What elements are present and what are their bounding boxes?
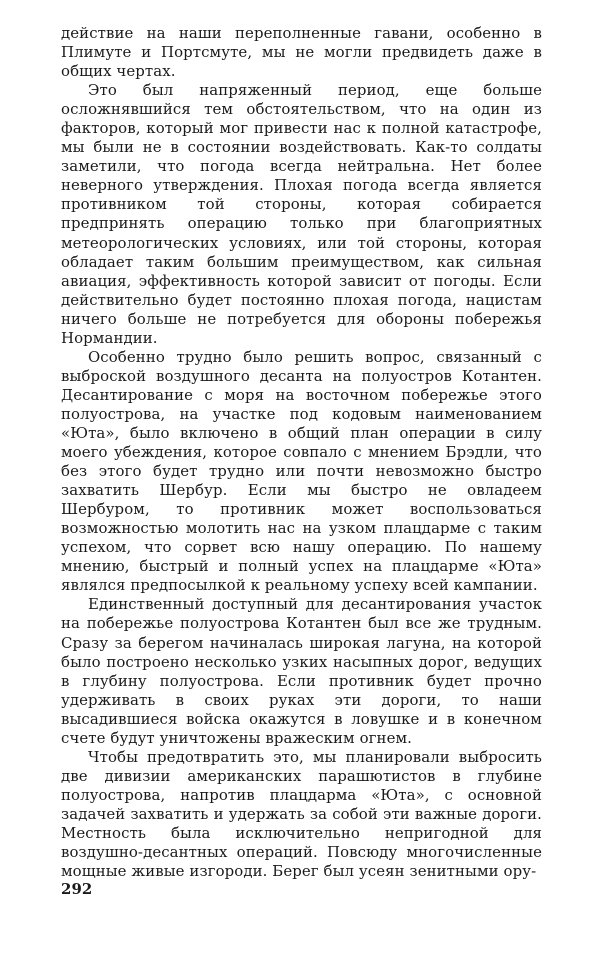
- paragraph-landing-area: Единственный доступный для десантирования участок на побережье полуострова Котантен был все же трудным. Сразу за берегом начиналась широкая лагуна, на которой было построено несколько узких насыпных дорог, ведущих в глубину полуострова. Если противник будет прочно удерживать в своих руках эти дороги, то наши высадившиеся войска окажутся в ловушке и в конечном счете будут уничтожены вражеским огнем.: [61, 595, 542, 747]
- paragraph-paratroopers: Чтобы предотвратить это, мы планировали выбросить две дивизии американских парашютистов в глубине полуострова, напротив плацдарма «Юта», с основной задачей захватить и удержать за собой эти важные дороги. Местность была исключительно непригодной для воздушно-десантных операций. Повсюду многочисленные мощные живые изгороди. Берег был усеян зенитными ору-: [61, 747, 542, 881]
- paragraph-weather: Это был напряженный период, еще больше осложнявшийся тем обстоятельством, что на один из факторов, который мог привести нас к полной катастрофе, мы были не в состоянии воздействовать. Как-то солдаты заметили, что погода всегда нейтральна. Нет более неверного утверждения. Плохая погода всегда является противником той стороны, которая собирается предпринять операцию только при благоприятных метеорологических условиях, или той стороны, которая обладает таким большим преимуществом, как сильная авиация, эффективность которой зависит от погоды. Если действительно будет постоянно плохая погода, нацистам ничего больше не потребуется для обороны побережья Нормандии.: [61, 81, 542, 347]
- page-number: 292: [61, 880, 93, 898]
- paragraph-continuation: действие на наши переполненные гавани, особенно в Плимуте и Портсмуте, мы не могли предвидеть даже в общих чертах.: [61, 24, 542, 81]
- paragraph-airborne-cotentin: Особенно трудно было решить вопрос, связанный с выброской воздушного десанта на полуостров Котантен. Десантирование с моря на восточном побережье этого полуострова, на участке под кодовым наименованием «Юта», было включено в общий план операции в силу моего убеждения, которое совпало с мнением Брэдли, что без этого будет трудно или почти невозможно быстро захватить Шербур. Если мы быстро не овладеем Шербуром, то противник может воспользоваться возможностью молотить нас на узком плацдарме с таким успехом, что сорвет всю нашу операцию. По нашему мнению, быстрый и полный успех на плацдарме «Юта» являлся предпосылкой к реальному успеху всей кампании.: [61, 347, 542, 595]
